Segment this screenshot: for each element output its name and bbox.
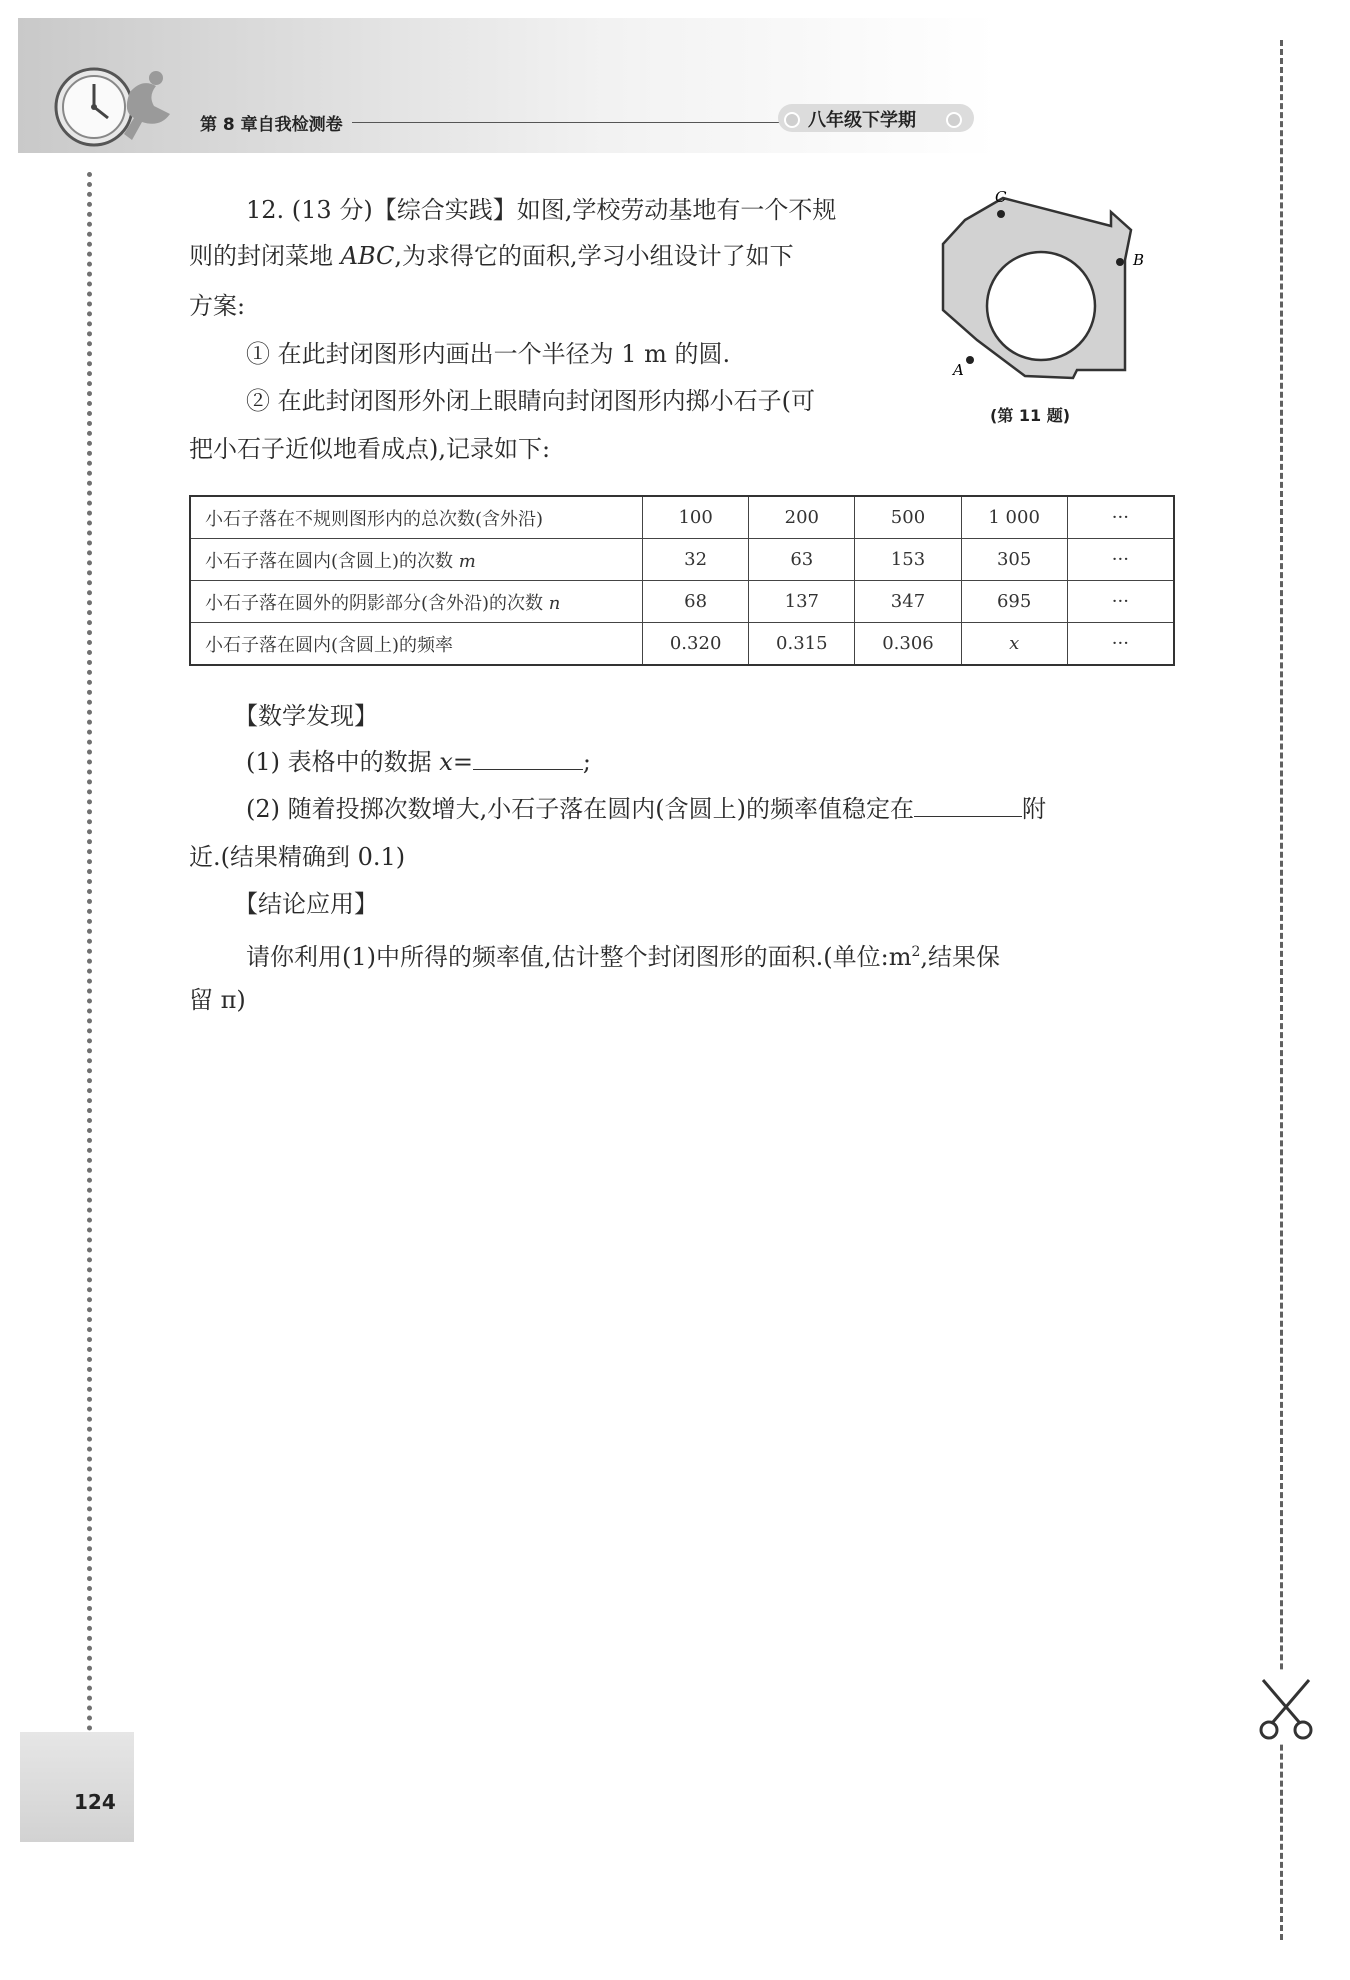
q1-var: x xyxy=(439,748,453,776)
unit-exponent: 2 xyxy=(911,944,921,960)
table-cell: 100 xyxy=(643,496,749,539)
page-number: 124 xyxy=(74,1790,116,1814)
table-cell: 0.306 xyxy=(855,623,961,666)
table-cell-unknown: x xyxy=(961,623,1067,666)
table-cell: 32 xyxy=(643,539,749,581)
row-label xyxy=(190,539,643,581)
row-label-text: 小石子落在圆内(含圆上)的次数 xyxy=(205,550,459,572)
q1-end: ; xyxy=(582,748,592,776)
discovery-q2-line2: 近.(结果精确到 0.1) xyxy=(189,843,406,871)
answer-blank-1[interactable] xyxy=(473,747,583,770)
grade-label: 八年级下学期 xyxy=(808,110,916,131)
row-label: 小石子落在不规则图形内的总次数(含外沿) xyxy=(190,496,643,539)
table-cell: ··· xyxy=(1067,581,1174,623)
question-intro-line1: 12. (13 分)【综合实践】如图,学校劳动基地有一个不规 xyxy=(246,196,837,224)
q1-equals: = xyxy=(452,748,473,776)
table-row xyxy=(190,539,1174,581)
table-cell: 305 xyxy=(961,539,1067,581)
table-cell: 347 xyxy=(855,581,961,623)
question-step2-line2: 把小石子近似地看成点),记录如下: xyxy=(189,435,551,463)
badge-dot-left xyxy=(784,112,800,128)
chapter-title: 第 8 章自我检测卷 xyxy=(200,115,343,135)
point-b xyxy=(1116,258,1124,266)
q2-end: 附 xyxy=(1021,795,1046,823)
label-a: A xyxy=(953,361,964,379)
conclusion-text-end: ,结果保 xyxy=(920,943,1001,971)
table-row xyxy=(190,496,1174,539)
table-cell: 137 xyxy=(749,581,855,623)
table-cell: ··· xyxy=(1067,539,1174,581)
discovery-q2-line1 xyxy=(246,793,1046,825)
table-cell: 68 xyxy=(643,581,749,623)
question-intro-line3: 方案: xyxy=(189,292,246,320)
table-cell: ··· xyxy=(1067,623,1174,666)
cut-line xyxy=(1280,40,1283,1940)
conclusion-line1 xyxy=(246,936,1000,973)
clock-runner-logo-icon xyxy=(52,62,182,152)
table-cell: 200 xyxy=(749,496,855,539)
intro-text-a: 则的封闭菜地 xyxy=(189,242,341,270)
row-label xyxy=(190,581,643,623)
irregular-plot-figure xyxy=(935,190,1165,390)
conclusion-line2: 留 π) xyxy=(189,986,246,1014)
discovery-q1 xyxy=(246,746,591,778)
row-label: 小石子落在圆内(含圆上)的频率 xyxy=(190,623,643,666)
header-rule xyxy=(352,122,782,123)
table-cell: 0.315 xyxy=(749,623,855,666)
point-a xyxy=(966,356,974,364)
label-c: C xyxy=(995,190,1007,206)
label-b: B xyxy=(1133,251,1145,269)
inner-circle xyxy=(987,252,1095,360)
row-label-text: 小石子落在圆外的阴影部分(含外沿)的次数 xyxy=(205,592,549,614)
row-label-var: n xyxy=(548,592,561,614)
question-intro-line2 xyxy=(189,240,794,272)
figure-caption: (第 11 题) xyxy=(990,406,1071,425)
table-cell: 153 xyxy=(855,539,961,581)
table-cell: 0.320 xyxy=(643,623,749,666)
question-step1: ① 在此封闭图形内画出一个半径为 1 m 的圆. xyxy=(246,340,731,368)
table-row xyxy=(190,623,1174,666)
throw-results-table xyxy=(189,495,1175,666)
page-number-box xyxy=(20,1732,134,1842)
table-cell: 695 xyxy=(961,581,1067,623)
conclusion-heading: 【结论应用】 xyxy=(234,890,378,918)
table-cell: ··· xyxy=(1067,496,1174,539)
dotted-binding-margin xyxy=(87,172,92,1732)
table-cell: 1 000 xyxy=(961,496,1067,539)
table-cell: 63 xyxy=(749,539,855,581)
scissors-icon xyxy=(1255,1672,1317,1742)
answer-blank-2[interactable] xyxy=(914,794,1022,817)
question-step2-line1: ② 在此封闭图形外闭上眼睛向封闭图形内掷小石子(可 xyxy=(246,387,815,415)
badge-dot-right xyxy=(946,112,962,128)
point-c xyxy=(997,210,1005,218)
row-label-var: m xyxy=(458,550,476,572)
shape-name: ABC xyxy=(340,242,395,270)
intro-text-b: ,为求得它的面积,学习小组设计了如下 xyxy=(394,242,794,270)
q1-text: (1) 表格中的数据 xyxy=(246,748,440,776)
discovery-heading: 【数学发现】 xyxy=(234,702,378,730)
q2-text: (2) 随着投掷次数增大,小石子落在圆内(含圆上)的频率值稳定在 xyxy=(246,795,914,823)
table-row xyxy=(190,581,1174,623)
conclusion-text: 请你利用(1)中所得的频率值,估计整个封闭图形的面积.(单位:m xyxy=(246,943,912,971)
table-cell: 500 xyxy=(855,496,961,539)
